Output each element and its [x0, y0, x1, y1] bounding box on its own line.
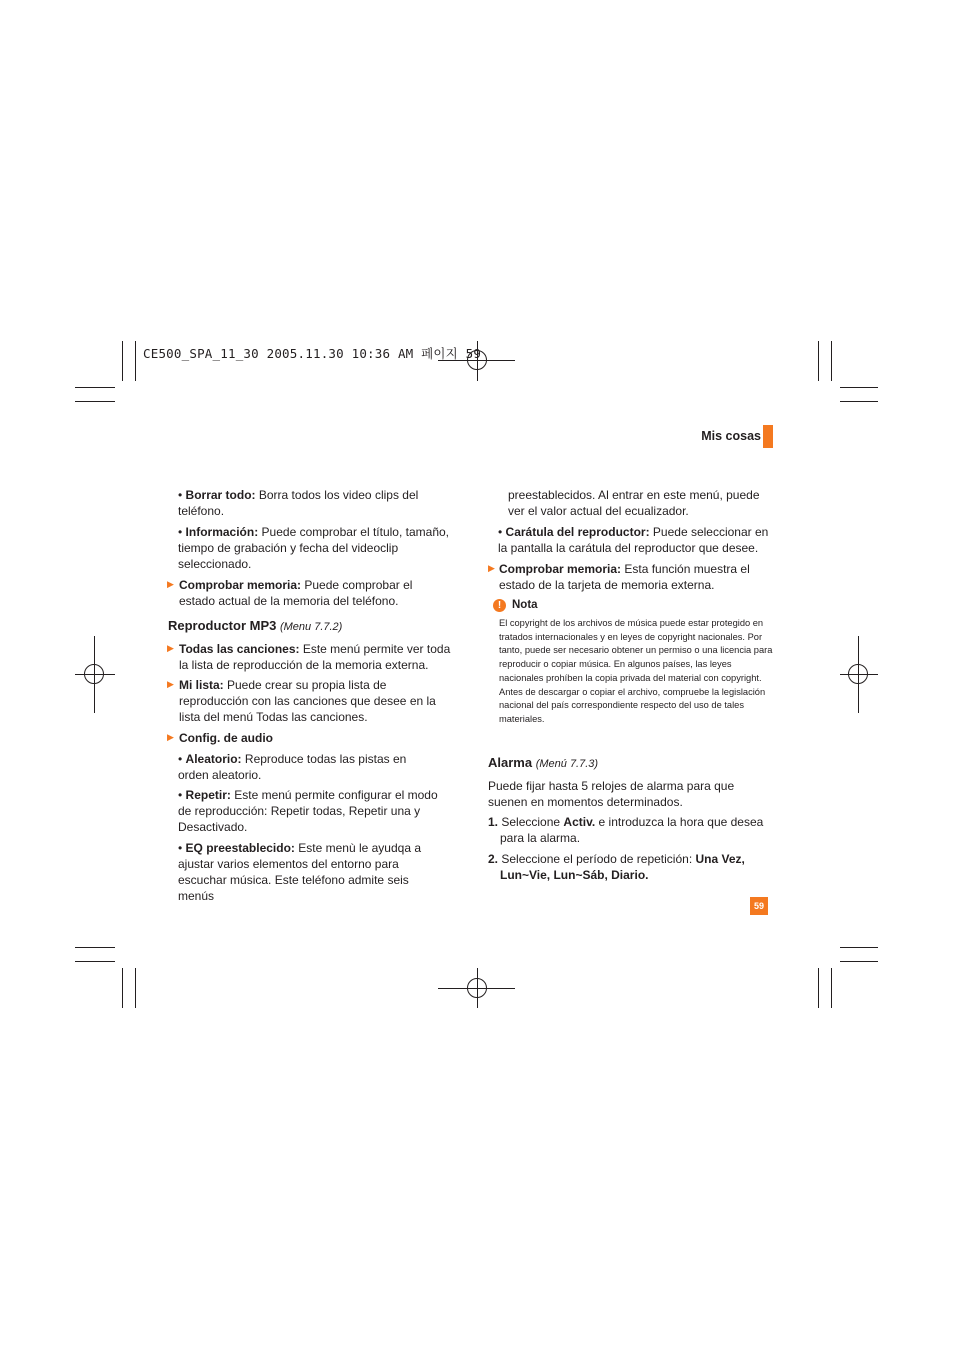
item-text: Puede seleccionar en la pantalla la carátula del reproductor que desee.: [498, 525, 769, 555]
paragraph: preestablecidos. Al entrar en este menú, puede ver el valor actual del ecualizador.: [508, 488, 760, 518]
crosshair-circle: [848, 664, 868, 684]
note-title: Nota: [512, 599, 538, 611]
item-label: Información:: [185, 525, 259, 539]
section-tab-marker: [763, 425, 773, 448]
crop-mark-line: [840, 947, 878, 948]
crop-mark-line: [818, 968, 819, 1008]
triangle-right-icon: ▶: [488, 563, 495, 573]
exclamation-icon: !: [493, 599, 506, 612]
crop-mark-line: [122, 341, 123, 381]
item-label: Comprobar memoria:: [499, 562, 622, 576]
subheading-menu-ref: (Menú 7.7.3): [535, 758, 599, 770]
item-label: Todas las canciones:: [179, 642, 300, 656]
crop-mark-line: [840, 387, 878, 388]
subheading: [168, 618, 448, 635]
item-label: Repetir:: [185, 788, 231, 802]
crop-mark-line: [135, 968, 136, 1008]
item-text: Este menù le ayudqa a ajustar varios elementos del entorno para escuchar música. Este teléfono admite seis menús: [178, 841, 422, 903]
crop-mark-line: [75, 947, 115, 948]
step-text: Seleccione: [501, 815, 564, 829]
item-text: Puede crear su propia lista de reproducción con las canciones que desee en la lista del menú Todas las canciones.: [179, 678, 436, 724]
list-item: • Borrar todo: Borra todos los video clips del teléfono.: [178, 488, 419, 518]
subheading-title: Alarma: [488, 755, 533, 770]
print-slug: CE500_SPA_11_30 2005.11.30 10:36 AM 페이지 59: [143, 346, 482, 361]
item-text: Este menú permite ver toda la lista de reproducción de la memoria externa.: [179, 642, 451, 672]
subheading-menu-ref: (Menu 7.7.2): [279, 621, 343, 633]
list-item: [499, 561, 773, 593]
list-item: [179, 730, 449, 746]
crop-mark-line: [75, 961, 115, 962]
crop-mark-line: [818, 341, 819, 381]
list-item: [179, 677, 439, 725]
step-number: 1.: [488, 815, 499, 829]
numbered-step: [488, 851, 766, 883]
list-item: [179, 641, 451, 673]
step-number: 2.: [488, 852, 499, 866]
step-text: Seleccione el período de repetición:: [501, 852, 696, 866]
item-label: Borrar todo:: [185, 488, 256, 502]
crop-mark-line: [122, 968, 123, 1008]
crop-mark-line: [75, 387, 115, 388]
crop-mark-line: [840, 401, 878, 402]
step-text: e introduzca la hora que desea para la alarma.: [500, 815, 764, 845]
item-label: Aleatorio:: [185, 752, 242, 766]
crop-mark-line: [135, 341, 136, 381]
crosshair-circle: [467, 978, 487, 998]
paragraph: Puede fijar hasta 5 relojes de alarma para que suenen en momentos determinados.: [488, 779, 735, 809]
list-item: • Repetir: Este menú permite configurar el modo de reproducción: Repetir todas, Repetir una y Desactivado.: [178, 788, 438, 834]
item-label: Config. de audio: [179, 731, 273, 745]
item-label: Carátula del reproductor:: [505, 525, 650, 539]
crosshair-circle: [84, 664, 104, 684]
crop-mark-line: [75, 401, 115, 402]
note-body: El copyright de los archivos de música puede estar protegido en tratados internacionales y en leyes de copyright nacionales. Por tanto, puede ser necesario obtener un permiso o una licencia para reproducir o copiar música. En algunos países, las leyes nacionales prohíben la copia privada del material con copyright. Antes de descargar o copiar el archivo, compruebe la legislación nacional del país correspondiente respecto del uso de tales materiales.: [499, 618, 773, 724]
item-text: Borra todos los video clips del teléfono.: [178, 488, 419, 518]
subheading-title: Reproductor MP3: [168, 618, 277, 633]
list-item: • EQ preestablecido: Este menù le ayudqa a ajustar varios elementos del entorno para escuchar música. Este teléfono admite seis menús: [178, 841, 422, 903]
item-text: Puede comprobar el estado actual de la memoria del teléfono.: [179, 578, 413, 608]
item-text: Reproduce todas las pistas en orden aleatorio.: [178, 752, 407, 782]
list-item: • Carátula del reproductor: Puede seleccionar en la pantalla la carátula del reproductor que desee.: [498, 525, 769, 555]
item-label: Mi lista:: [179, 678, 224, 692]
triangle-right-icon: ▶: [167, 732, 174, 742]
item-label: EQ preestablecido:: [185, 841, 295, 855]
item-text: Puede comprobar el título, tamaño, tiempo de grabación y fecha del videoclip seleccionado.: [178, 525, 449, 571]
crop-mark-line: [840, 961, 878, 962]
triangle-right-icon: ▶: [167, 579, 174, 589]
step-bold: Activ.: [563, 815, 596, 829]
item-text: Este menú permite configurar el modo de reproducción: Repetir todas, Repetir una y Desactivado.: [178, 788, 438, 834]
section-title: Mis cosas: [701, 429, 761, 443]
numbered-step: [488, 814, 784, 846]
item-label: Comprobar memoria:: [179, 578, 302, 592]
list-item: • Aleatorio: Reproduce todas las pistas en orden aleatorio.: [178, 752, 407, 782]
item-text: Esta función muestra el estado de la tarjeta de memoria externa.: [499, 562, 750, 592]
crop-mark-line: [831, 341, 832, 381]
subheading: [488, 755, 772, 772]
step-bold: Una Vez, Lun~Vie, Lun~Sáb, Diario.: [500, 852, 745, 882]
crop-mark-line: [831, 968, 832, 1008]
page-number: 59: [750, 897, 768, 915]
list-item: [179, 577, 449, 609]
triangle-right-icon: ▶: [167, 643, 174, 653]
list-item: • Información: Puede comprobar el título, tamaño, tiempo de grabación y fecha del videoclip seleccionado.: [178, 525, 449, 571]
triangle-right-icon: ▶: [167, 679, 174, 689]
